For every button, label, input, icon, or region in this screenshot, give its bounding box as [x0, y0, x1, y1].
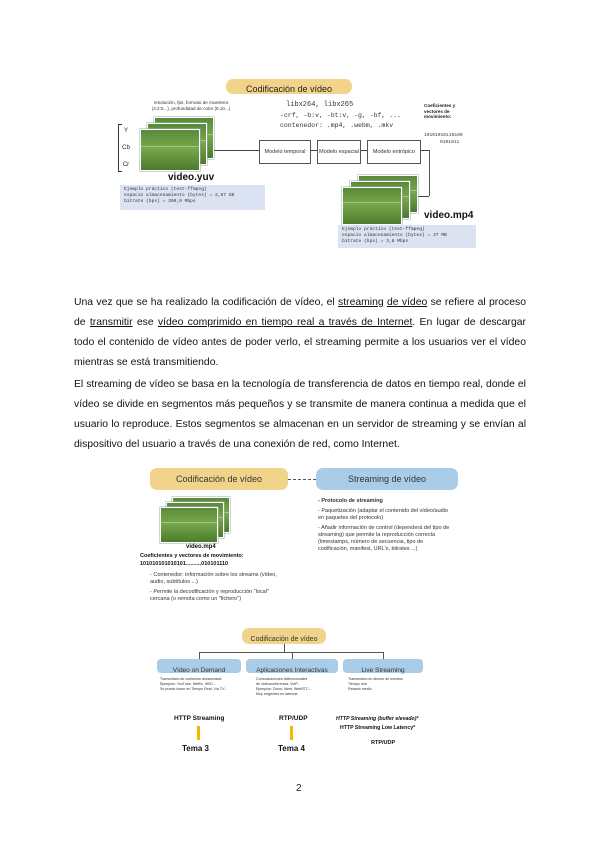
list-item: - Permite la decodificación y reproducción "local" cercana (o remota como un "fichero")	[150, 589, 269, 602]
link-transmitir: transmitir	[89, 317, 133, 328]
fig2-mp4-label: video.mp4	[186, 544, 216, 550]
fig2-left-bullets	[150, 572, 282, 603]
mp4-example-code: Ejemplo práctico (test-ffmpeg) espacio almacenamiento (bytes) = 37 MB bitrate (bps) = 3,8 Mbps	[338, 225, 476, 248]
fig3-col3-pill: Live Streaming	[343, 659, 423, 673]
fig3-col3-notes: Transmisión en directo de eventos Tiempo real Retardo medio	[348, 677, 403, 691]
coef-bits-2: 0101011	[440, 140, 460, 145]
arrow-to-coef	[421, 150, 429, 151]
fig3-col1-tema: Tema 3	[182, 744, 209, 753]
channel-bracket-left	[118, 124, 122, 172]
fig2-frame-1	[160, 507, 218, 543]
fig3-col1-marker	[197, 726, 200, 740]
arrow-to-mp4	[418, 196, 429, 197]
fig3-col3-protocol-2: HTTP Streaming Low Latency*	[340, 725, 416, 731]
codec-line-3: contenedor: .mp4, .webm, .mkv	[280, 122, 394, 129]
channel-cb: Cb	[122, 145, 130, 151]
fig3-col1-notes: Transmisión de contenido almacenado Ejemplos: YouTube, Netflix, HBO... Se puede hacer en Tiempo Real, Vía TV...	[160, 677, 228, 691]
fig2-right-bullets	[318, 498, 452, 553]
arrow-to-temporal	[214, 150, 259, 151]
line-coef-down	[429, 150, 430, 196]
list-item: - Paquetización (adaptar el contenido del vídeo/audio en paquetes del protocolo)	[318, 508, 448, 521]
fig3-tree-stem	[284, 644, 285, 652]
fig3-col2-marker	[290, 726, 293, 740]
fig2-right-pill: Streaming de vídeo	[316, 468, 458, 490]
fig3-tree-bar	[199, 652, 383, 653]
fig3-col2-tema: Tema 4	[278, 744, 305, 753]
link-streaming: streaming	[338, 297, 384, 308]
page-number: 2	[296, 783, 302, 794]
list-item: - Contenedor: información sobre los streams (vídeo, audio, subtítulos ...)	[150, 572, 277, 585]
yuv-example-code: Ejemplo práctico (test-ffmpeg) espacio almacenamiento (bytes) = 2,87 GB bitrate (bps) = 300,0 Mbps	[120, 185, 265, 210]
fig3-col1-pill: Vídeo on Demand	[157, 659, 241, 673]
paragraph-streaming-tech: El streaming de vídeo se basa en la tecnología de transferencia de datos en tiempo real, donde el vídeo se divide en segmentos más pequeños y se transmite de manera continua a medida que el usuario lo reproduce. Estos segmentos se almacenan en un servidor de streaming y se envían al dispositivo del usuario a través de una conexión de red, como Internet.	[74, 379, 526, 450]
fig1-title-pill: Codificación de vídeo	[226, 79, 352, 94]
codec-line-2: -crf, -b:v, -bt:v, -g, -bf, ...	[280, 112, 401, 119]
module-temporal: Modelo temporal	[259, 140, 311, 164]
module-entropic: Modelo entrópico	[367, 140, 421, 164]
fig3-top-pill: Codificación de vídeo	[242, 628, 326, 644]
fig2-coef-bits: 101010101010101..........010101110	[140, 561, 229, 567]
list-item: - Protocolo de streaming	[318, 498, 383, 504]
source-file-label: video.yuv	[168, 172, 215, 183]
fig3-tree-right	[383, 652, 384, 659]
channel-cr: Cr	[122, 162, 130, 168]
fig1-resolution-note: resolución, fps, formato de muestreo (4:2:0...), profundidad de color (8,10...)	[151, 100, 231, 111]
coef-title: Coeficientes y vectores de movimiento:	[424, 103, 456, 120]
yuv-frame-1	[140, 129, 200, 171]
list-item: - Añadir información de control (dependerá del tipo de streaming) que permite la reproducción correcta (timestamps, número de secuencia, tipo de codificación, manifest, URL's, bitrates ...)	[318, 525, 450, 552]
fig3-col3-protocol-3: RTP/UDP	[371, 740, 396, 746]
fig3-col2-notes: Comunicaciones bidireccionales de videoconferencia, VoIP... Ejemplos: Zoom, Meet, WebRTC... Muy exigentes en latencia	[256, 677, 312, 696]
fig3-col3-protocol-1: HTTP Streaming (buffer elevado)*	[336, 716, 419, 722]
fig2-coef-title: Coeficientes y vectores de movimiento:	[140, 553, 244, 559]
fig3-col2-pill: Aplicaciones Interactivas	[246, 659, 338, 673]
codec-line-1: libx264, libx265	[286, 101, 354, 109]
link-de-video: de vídeo	[386, 297, 428, 308]
coef-bits-1: 10101010110100	[424, 133, 463, 138]
fig3-col1-protocol: HTTP Streaming	[174, 715, 225, 722]
mp4-frame-1	[342, 187, 402, 225]
paragraph-streaming-intro: Una vez que se ha realizado la codificación de vídeo, el streaming de vídeo se refiere al proceso de transmitir ese vídeo comprimido en tiempo real a través de Internet. En lugar de descargar todo el contenido de vídeo antes de poder verlo, el streaming permite a los usuarios ver el vídeo mientras se está transmitiendo.	[74, 297, 526, 368]
fig3-col2-protocol: RTP/UDP	[279, 715, 308, 722]
fig2-dashed-connector	[288, 479, 316, 480]
channel-y: Y	[123, 128, 128, 134]
output-file-label: video.mp4	[424, 210, 474, 221]
fig3-tree-left	[199, 652, 200, 659]
fig3-tree-mid	[292, 652, 293, 659]
module-spatial: Modelo espacial	[317, 140, 361, 164]
link-video-comprimido: vídeo comprimido en tiempo real a través de Internet	[157, 317, 413, 328]
fig2-left-pill: Codificación de vídeo	[150, 468, 288, 490]
